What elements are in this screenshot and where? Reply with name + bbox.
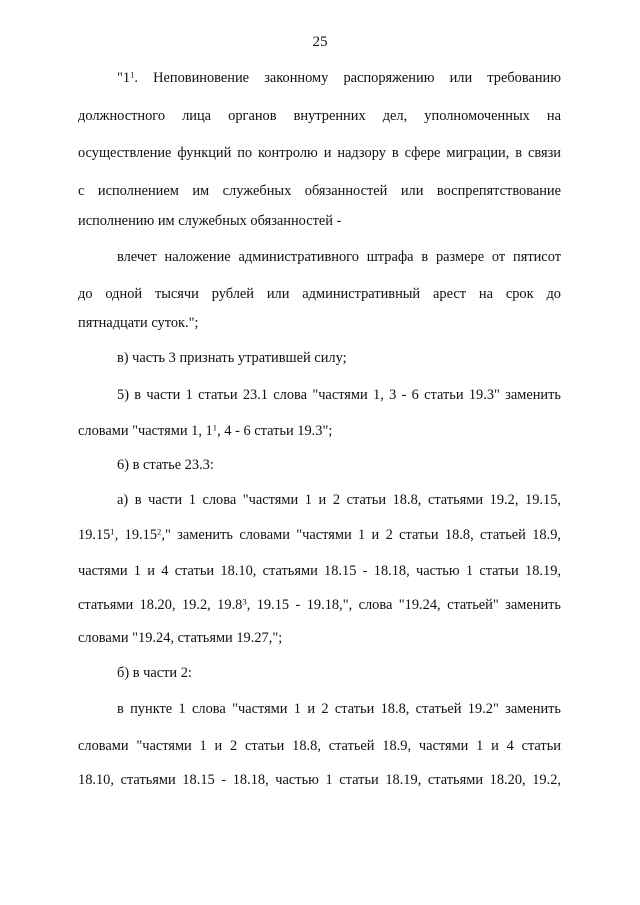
text-line: влечет наложение административного штрафа в размере от пятисот — [117, 249, 561, 265]
text-line: пятнадцати суток."; — [78, 315, 199, 331]
text-line: осуществление функций по контролю и надзору в сфере миграции, в связи — [78, 145, 561, 161]
text-line: 6) в статье 23.3: — [117, 457, 214, 473]
text-span: . Неповиновение законному распоряжению или требованию — [134, 70, 561, 86]
text-span: 19.15 — [78, 527, 111, 543]
text-span: статьями 18.20, 19.2, 19.8 — [78, 597, 243, 613]
text-line — [78, 421, 561, 441]
text-line: словами "частями 1 и 2 статьи 18.8, статьей 18.9, частями 1 и 4 статьи — [78, 738, 561, 754]
text-line: словами "19.24, статьями 19.27,"; — [78, 630, 283, 646]
text-line: в) часть 3 признать утратившей силу; — [117, 350, 347, 366]
text-line: исполнению им служебных обязанностей - — [78, 213, 342, 229]
text-line — [78, 525, 561, 545]
text-span: , 19.15 - 19.18,", слова "19.24, статьей" заменить — [246, 597, 561, 613]
text-line: а) в части 1 слова "частями 1 и 2 статьи 18.8, статьями 19.2, 19.15, — [117, 492, 561, 508]
text-line: б) в части 2: — [117, 665, 192, 681]
text-span: , 19.15 — [114, 527, 158, 543]
text-line — [117, 68, 561, 88]
text-span: ," заменить словами "частями 1 и 2 статьи 18.8, статьей 18.9, — [161, 527, 561, 543]
superscript: 2 — [157, 526, 162, 537]
text-line: с исполнением им служебных обязанностей или воспрепятствование — [78, 183, 561, 199]
text-span: словами "частями 1, 1 — [78, 423, 213, 439]
page-number: 25 — [312, 34, 328, 50]
superscript: 3 — [242, 596, 247, 607]
superscript: 1 — [212, 422, 218, 433]
text-line: в пункте 1 слова "частями 1 и 2 статьи 18.8, статьей 19.2" заменить — [117, 701, 561, 717]
text-line: до одной тысячи рублей или административный арест на срок до — [78, 286, 561, 302]
text-line — [78, 595, 561, 615]
superscript: 1 — [130, 69, 135, 80]
text-line: 18.10, статьями 18.15 - 18.18, частью 1 статьи 18.19, статьями 18.20, 19.2, — [78, 772, 561, 788]
text-line: 5) в части 1 статьи 23.1 слова "частями 1, 3 - 6 статьи 19.3" заменить — [117, 387, 561, 403]
text-span: , 4 - 6 статьи 19.3"; — [217, 423, 333, 439]
text-line: частями 1 и 4 статьи 18.10, статьями 18.15 - 18.18, частью 1 статьи 18.19, — [78, 563, 561, 579]
text-line: должностного лица органов внутренних дел, уполномоченных на — [78, 108, 561, 124]
superscript: 1 — [110, 526, 115, 537]
text-span: "1 — [117, 70, 131, 86]
